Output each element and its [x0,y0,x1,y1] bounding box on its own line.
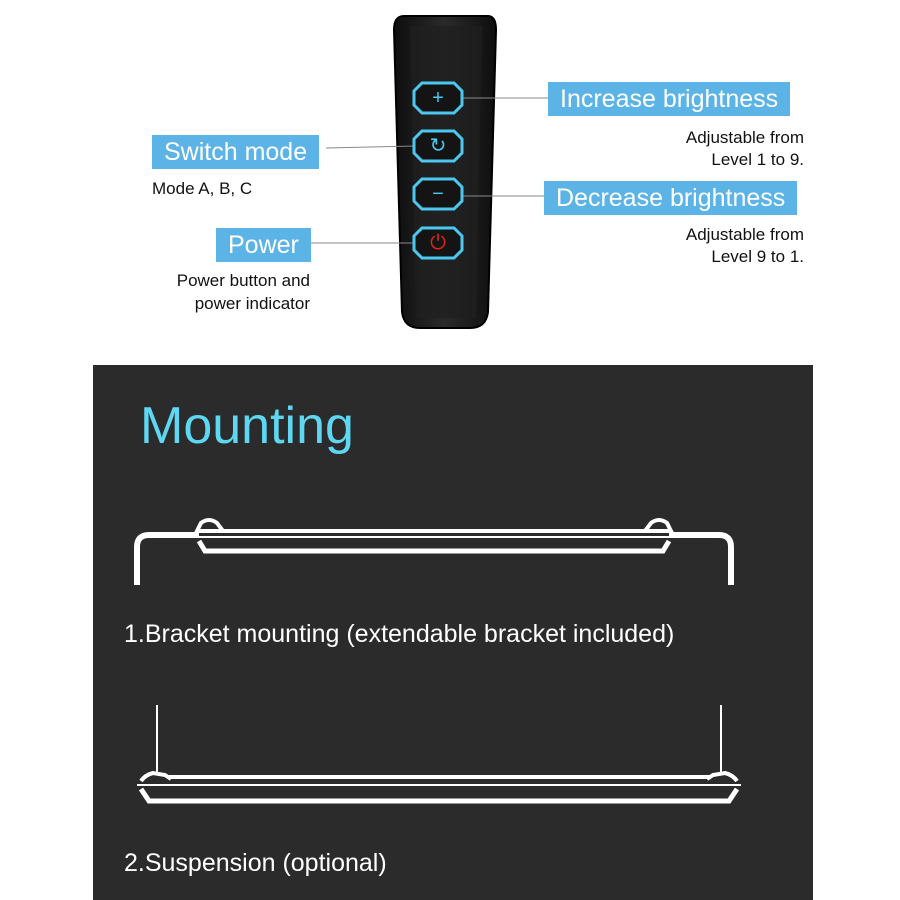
power-desc-line1: Power button and [176,271,310,290]
cycle-icon: ↻ [429,135,447,157]
power-icon: ⏻ [430,232,446,254]
bracket-mounting-caption: 1.Bracket mounting (extendable bracket included) [124,620,675,648]
suspension-caption: 2.Suspension (optional) [124,849,387,877]
minus-icon: − [432,183,444,205]
power-desc-line2: power indicator [194,294,310,313]
remote-body [394,16,496,328]
plus-icon: + [432,87,444,109]
increase-desc-line1: Adjustable from [685,128,804,147]
power-label: Power [216,228,311,262]
decrease-desc-line2: Level 9 to 1. [711,247,804,266]
decrease-desc-line1: Adjustable from [685,225,804,244]
decrease-brightness-label: Decrease brightness [544,181,797,215]
suspension-illustration [137,705,741,801]
mounting-title: Mounting [140,397,354,455]
bracket-mount-illustration [137,520,731,585]
increase-desc-line2: Level 1 to 9. [711,150,804,169]
increase-brightness-label: Increase brightness [548,82,790,116]
switch-mode-label: Switch mode [152,135,319,169]
remote-illustration [0,0,900,360]
switch-mode-desc: Mode A, B, C [152,179,253,198]
